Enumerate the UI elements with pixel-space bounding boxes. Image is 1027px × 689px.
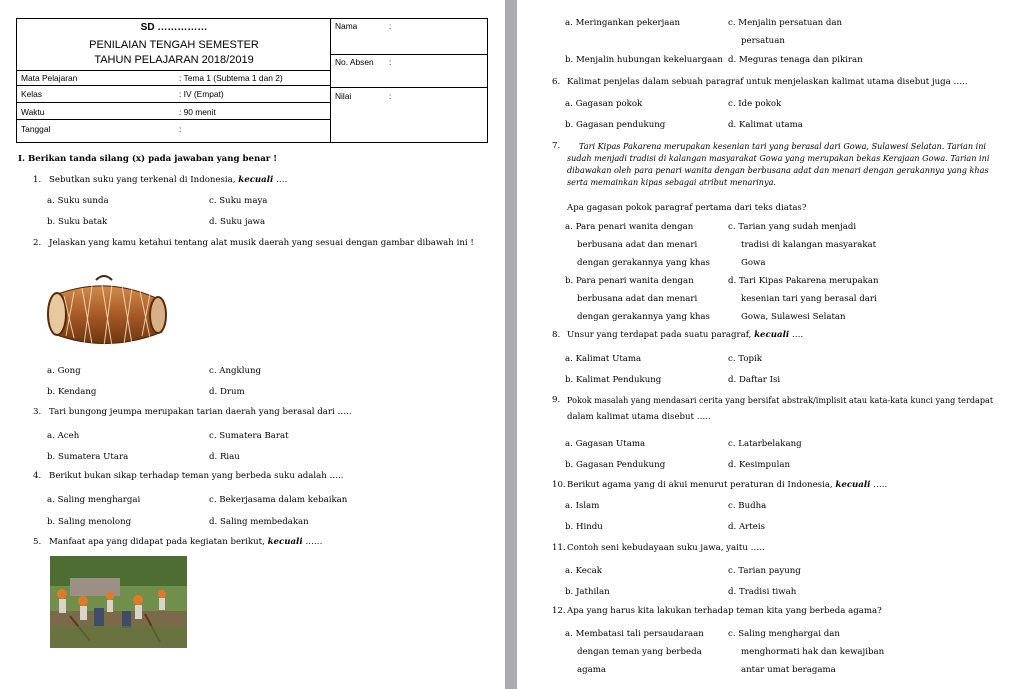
question-3-number: 3. [33,407,42,417]
section-heading: I. Berikan tanda silang (x) pada jawaban yang benar ! [18,154,278,164]
q3-option-b[interactable]: b. Sumatera Utara [47,452,129,462]
q7-option-b-line2: berbusana adat dan menari [577,294,698,304]
q4-option-d[interactable]: d. Saling membedakan [209,517,309,527]
question-9-line2: dalam kalimat utama disebut ….. [567,412,711,422]
q12-option-a-line3: agama [577,665,607,675]
q8-option-b[interactable]: b. Kalimat Pendukung [565,375,662,385]
q3-option-d[interactable]: d. Riau [209,452,240,462]
passage-line-1: Tari Kipas Pakarena merupakan kesenian tari yang berasal dari Gowa, Sulawesi Selatan. Tarian ini [579,141,987,151]
q12-option-a[interactable]: a. Membatasi tali persaudaraan [565,629,704,639]
q4-option-c[interactable]: c. Bekerjasama dalam kebaikan [209,495,348,505]
q7-option-c[interactable]: c. Tarian yang sudah menjadi [728,222,857,232]
page-gutter [505,0,517,689]
q2-option-c[interactable]: c. Angklung [209,366,262,376]
q6-option-b[interactable]: b. Gagasan pendukung [565,120,666,130]
question-4-number: 4. [33,471,42,481]
question-1-emphasis: kecuali [238,175,274,185]
q4-option-b[interactable]: b. Saling menolong [47,517,132,527]
question-10-emphasis: kecuali [835,480,871,490]
school-name: SD …………… [140,22,208,33]
question-7-number: 7. [552,141,561,151]
question-10 [567,480,887,491]
q10-option-a[interactable]: a. Islam [565,501,600,511]
q1-option-a[interactable]: a. Suku sunda [47,196,109,206]
q8-option-a[interactable]: a. Kalimat Utama [565,354,642,364]
page-right [517,0,1027,689]
q9-option-c[interactable]: c. Latarbelakang [728,439,802,449]
question-1-tail: …. [273,175,288,185]
question-8-tail: …. [789,330,804,340]
kendang-drum-image [44,272,170,356]
q7-option-a-line3: dengan gerakannya yang khas [577,258,710,268]
academic-year: TAHUN PELAJARAN 2018/2019 [94,54,254,66]
question-6-text: Kalimat penjelas dalam sebuah paragraf untuk menjelaskan kalimat utama disebut juga ….. [567,77,968,87]
passage-line-2: sudah menjadi tradisi di kalangan masyarakat Gowa yang merupakan bekas Kerajaan Gowa. Tarian ini [567,153,990,163]
passage-line-4: serta memainkan kipas sebagai atribut menarinya. [567,177,776,187]
question-2-number: 2. [33,238,42,248]
field-value-time: : 90 menit [179,107,216,117]
absence-number-value: : [389,57,392,67]
question-9-line1: Pokok masalah yang mendasari cerita yang bersifat abstrak/implisit atau kata-kata kunci yang terdapat [567,395,994,405]
q1-option-c[interactable]: c. Suku maya [209,196,268,206]
question-11-text: Contoh seni kebudayaan suku jawa, yaitu ….. [567,543,765,553]
question-8-number: 8. [552,330,561,340]
question-8-text: Unsur yang terdapat pada suatu paragraf, [567,330,755,340]
question-1-number: 1. [33,175,42,185]
field-value-date: : [179,124,182,134]
q5-option-a[interactable]: a. Meringankan pekerjaan [565,18,681,28]
q10-option-c[interactable]: c. Budha [728,501,767,511]
question-12-number: 12. [552,606,566,616]
question-10-number: 10. [552,480,566,490]
question-5-number: 5. [33,537,42,547]
q9-option-b[interactable]: b. Gagasan Pendukung [565,460,666,470]
q12-option-c[interactable]: c. Saling menghargai dan [728,629,840,639]
q8-option-c[interactable]: c. Topik [728,354,762,364]
q2-option-a[interactable]: a. Gong [47,366,81,376]
q10-option-d[interactable]: d. Arteis [728,522,765,532]
field-label-date: Tanggal [21,124,51,134]
q7-option-b[interactable]: b. Para penari wanita dengan [565,276,694,286]
q11-option-a[interactable]: a. Kecak [565,566,603,576]
q12-option-c-line2: menghormati hak dan kewajiban [741,647,885,657]
question-10-text: Berikut agama yang di akui menurut peraturan di Indonesia, [567,480,836,490]
q11-option-b[interactable]: b. Jathilan [565,587,610,597]
score-value: : [389,91,392,101]
exam-title: PENILAIAN TENGAH SEMESTER [89,39,259,51]
question-8-emphasis: kecuali [754,330,790,340]
question-2-text: Jelaskan yang kamu ketahui tentang alat musik daerah yang sesuai dengan gambar dibawah ini ! [49,238,474,248]
q6-option-a[interactable]: a. Gagasan pokok [565,99,643,109]
field-value-subject: : Tema 1 (Subtema 1 dan 2) [179,73,283,83]
q6-option-c[interactable]: c. Ide pokok [728,99,782,109]
question-7-text: Apa gagasan pokok paragraf pertama dari teks diatas? [567,203,807,213]
absence-number-label: No. Absen [335,57,374,67]
q5-option-c-cont: persatuan [741,36,785,46]
q8-option-d[interactable]: d. Daftar Isi [728,375,781,385]
header-table [16,18,488,143]
question-11-number: 11. [552,543,566,553]
q5-option-b[interactable]: b. Menjalin hubungan kekeluargaan [565,55,723,65]
q6-option-d[interactable]: d. Kalimat utama [728,120,803,130]
field-label-time: Waktu [21,107,45,117]
q5-option-c[interactable]: c. Menjalin persatuan dan [728,18,843,28]
q2-option-b[interactable]: b. Kendang [47,387,97,397]
q2-option-d[interactable]: d. Drum [209,387,245,397]
q7-option-d[interactable]: d. Tari Kipas Pakarena merupakan [728,276,879,286]
q7-option-b-line3: dengan gerakannya yang khas [577,312,710,322]
name-label: Nama [335,21,358,31]
question-9-number: 9. [552,395,561,405]
q10-option-b[interactable]: b. Hindu [565,522,603,532]
q1-option-b[interactable]: b. Suku batak [47,217,108,227]
q9-option-d[interactable]: d. Kesimpulan [728,460,790,470]
question-4-text: Berikut bukan sikap terhadap teman yang berbeda suku adalah ….. [49,471,344,481]
q7-option-c-line3: Gowa [741,258,766,268]
q5-option-d[interactable]: d. Meguras tenaga dan pikiran [728,55,863,65]
q7-option-c-line2: tradisi di kalangan masyarakat [741,240,877,250]
question-8 [567,330,803,341]
question-1-text: Sebutkan suku yang terkenal di Indonesia, [49,175,239,185]
q3-option-a[interactable]: a. Aceh [47,431,80,441]
q7-option-d-line2: kesenian tari yang berasal dari [741,294,877,304]
question-5 [49,537,323,548]
q9-option-a[interactable]: a. Gagasan Utama [565,439,646,449]
q7-option-a[interactable]: a. Para penari wanita dengan [565,222,694,232]
question-5-text: Manfaat apa yang didapat pada kegiatan berikut, [49,537,268,547]
q12-option-a-line2: dengan teman yang berbeda [577,647,702,657]
community-work-photo [50,556,187,648]
page-left [0,0,505,689]
passage-line-3: dibawakan oleh para penari wanita dengan berbusana adat dan menari dengan gerakannya yang khas [567,165,989,175]
q7-option-a-line2: berbusana adat dan menari [577,240,698,250]
q12-option-c-line3: antar umat beragama [741,665,836,675]
question-10-tail: ….. [870,480,888,490]
question-1 [49,175,287,186]
q11-option-d[interactable]: d. Tradisi tiwah [728,587,797,597]
question-12-text: Apa yang harus kita lakukan terhadap teman kita yang berbeda agama? [567,606,882,616]
field-value-class: : IV (Empat) [179,89,224,99]
q1-option-d[interactable]: d. Suku jawa [209,217,266,227]
q11-option-c[interactable]: c. Tarian payung [728,566,801,576]
question-6-number: 6. [552,77,561,87]
q3-option-c[interactable]: c. Sumatera Barat [209,431,289,441]
name-value: : [389,21,392,31]
score-label: Nilai [335,91,352,101]
field-label-subject: Mata Pelajaran [21,73,78,83]
question-5-emphasis: kecuali [267,537,303,547]
q7-option-d-line3: Gowa, Sulawesi Selatan [741,312,846,322]
question-3-text: Tari bungong jeumpa merupakan tarian daerah yang berasal dari ….. [49,407,352,417]
field-label-class: Kelas [21,89,42,99]
q4-option-a[interactable]: a. Saling menghargai [47,495,141,505]
question-5-tail: …… [302,537,323,547]
